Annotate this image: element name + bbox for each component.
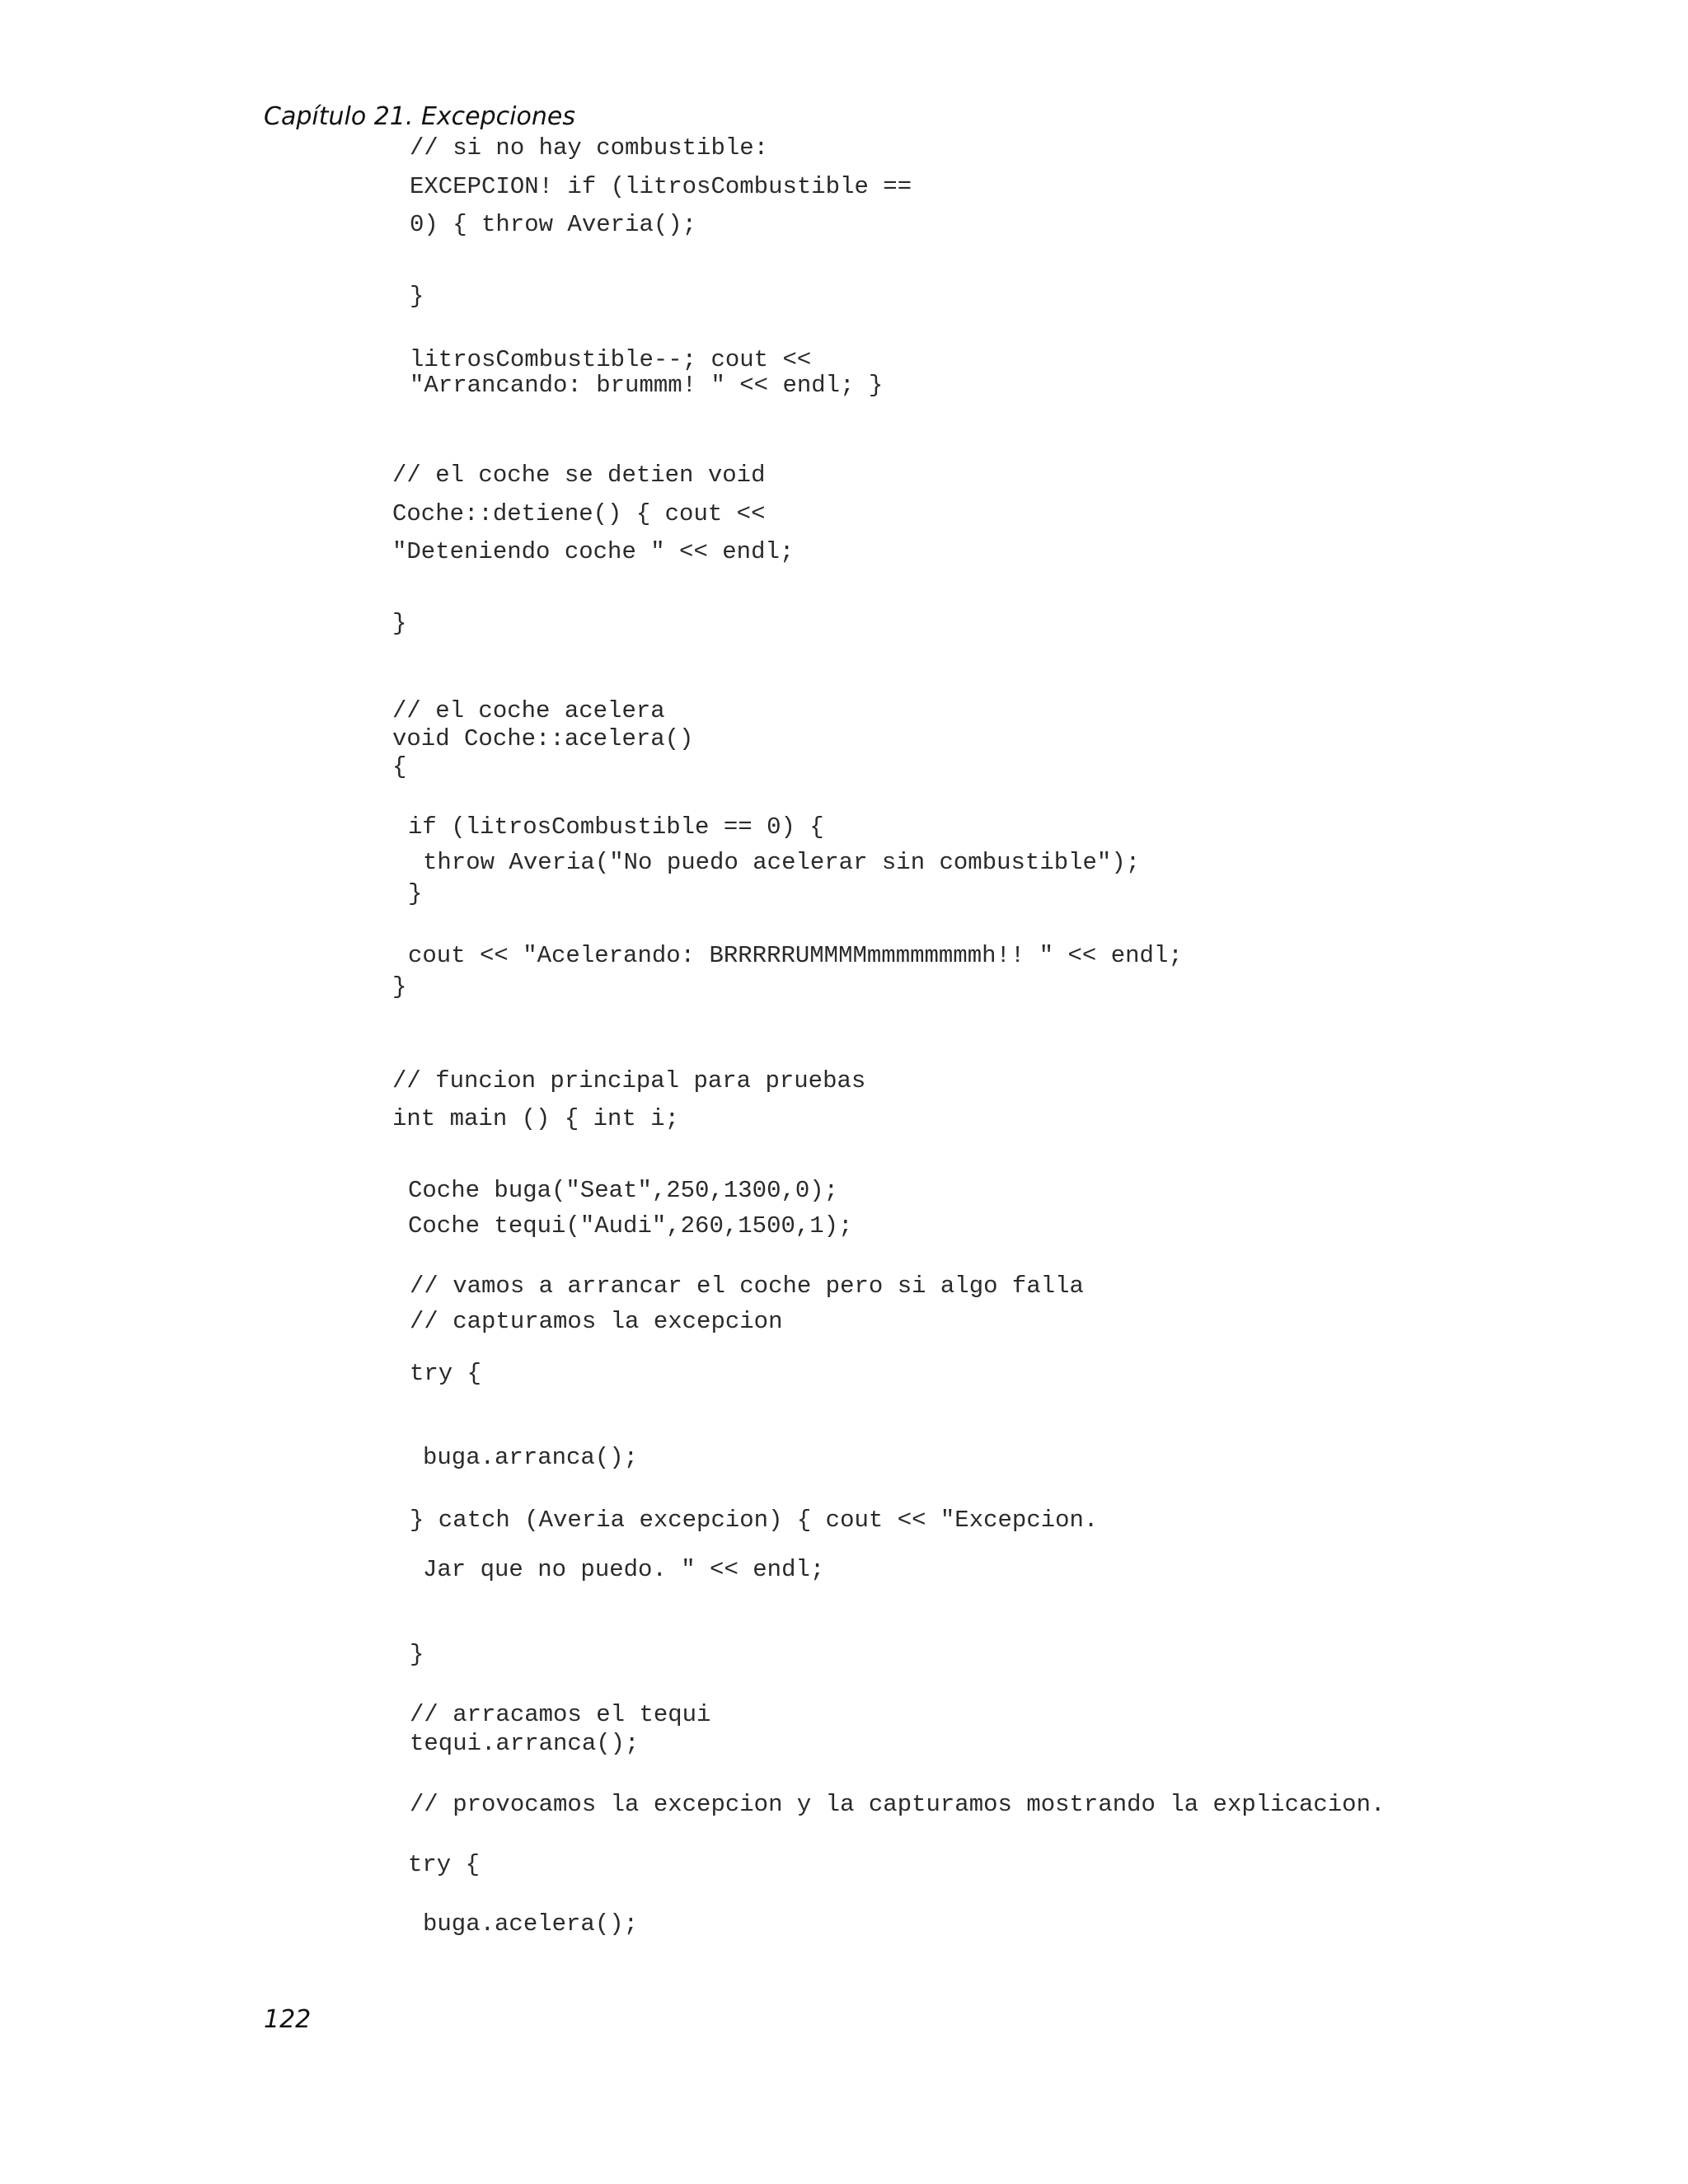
code-line: } — [392, 610, 407, 637]
code-line: EXCEPCION! if (litrosCombustible == — [410, 173, 912, 200]
code-line: int main () { int i; — [392, 1105, 680, 1132]
code-line: void Coche::acelera() — [392, 725, 694, 752]
code-line: // arracamos el tequi — [410, 1701, 711, 1728]
code-line: Jar que no puedo. " << endl; — [423, 1556, 825, 1583]
code-line: // el coche se detien void — [392, 462, 766, 489]
code-line: Coche buga("Seat",250,1300,0); — [408, 1177, 839, 1204]
code-line: // si no hay combustible: — [410, 134, 769, 162]
code-line: // capturamos la excepcion — [410, 1308, 783, 1335]
code-line: // el coche acelera — [392, 697, 665, 724]
code-line: litrosCombustible--; cout << — [410, 346, 812, 373]
code-line: cout << "Acelerando: BRRRRRUMMMMmmmmmmmmh!! " << endl; — [408, 942, 1183, 969]
code-line: } — [410, 283, 424, 310]
code-line: "Arrancando: brummm! " << endl; } — [410, 372, 884, 399]
code-line: if (litrosCombustible == 0) { — [408, 813, 824, 841]
code-line: try { — [410, 1360, 482, 1387]
code-line: // provocamos la excepcion y la capturamos mostrando la explicacion. — [410, 1791, 1386, 1818]
code-line: buga.arranca(); — [423, 1444, 639, 1471]
code-line: } — [392, 973, 407, 1001]
code-line: Coche tequi("Audi",260,1500,1); — [408, 1212, 853, 1240]
code-line: } — [410, 1641, 424, 1668]
code-line: throw Averia("No puedo acelerar sin combustible"); — [423, 849, 1141, 876]
code-line: "Deteniendo coche " << endl; — [392, 538, 795, 565]
code-line: tequi.arranca(); — [410, 1730, 640, 1757]
page-number: 122 — [264, 2005, 312, 2034]
code-line: } — [408, 880, 423, 907]
code-line: { — [392, 753, 407, 780]
code-line: // vamos a arrancar el coche pero si algo falla — [410, 1272, 1084, 1300]
chapter-header: Capítulo 21. Excepciones — [264, 102, 575, 131]
code-line: 0) { throw Averia(); — [410, 211, 697, 238]
code-line: } catch (Averia excepcion) { cout << "Excepcion. — [410, 1507, 1099, 1534]
code-line: // funcion principal para pruebas — [392, 1067, 866, 1094]
code-line: buga.acelera(); — [423, 1910, 639, 1938]
code-line: try { — [408, 1851, 481, 1878]
code-line: Coche::detiene() { cout << — [392, 500, 766, 527]
